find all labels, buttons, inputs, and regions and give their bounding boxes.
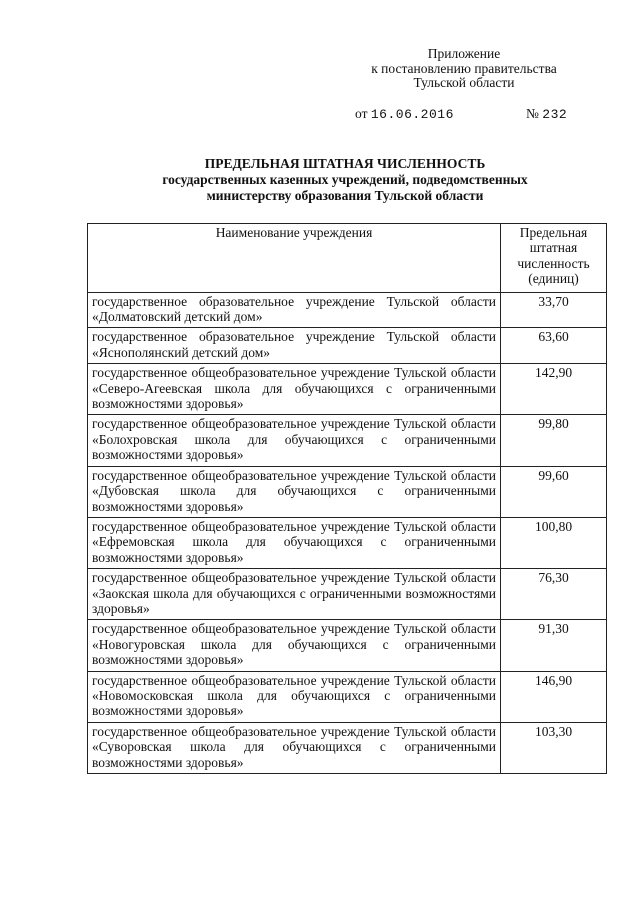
table-body (88, 292, 607, 773)
header-staff-limit: Предельная штатная численность (единиц) (501, 224, 607, 293)
institution-name: государственное общеобразовательное учреждение Тульской области «Суворовская школа для обучающихся с ограниченными возможностями здоровья» (88, 722, 501, 773)
table-row (88, 466, 607, 517)
table-row (88, 415, 607, 466)
decree-date: 16.06.2016 (370, 107, 454, 122)
institution-name: государственное общеобразовательное учреждение Тульской области «Ефремовская школа для обучающихся с ограниченными возможностями здоровья» (88, 517, 501, 568)
appendix-line-3: Тульской области (413, 75, 515, 90)
staff-limit-value: 99,80 (501, 415, 607, 466)
title-line-2: государственных казенных учреждений, подведомственных (162, 172, 528, 187)
staff-limit-value: 76,30 (501, 569, 607, 620)
table-row (88, 517, 607, 568)
staff-limit-value: 33,70 (501, 292, 607, 328)
appendix-line-2: к постановлению правительства (371, 60, 557, 76)
institution-name: государственное образовательное учреждение Тульской области «Долматовский детский дом» (88, 292, 501, 328)
staff-limit-value: 63,60 (501, 328, 607, 364)
appendix-block (360, 47, 568, 91)
institution-name: государственное общеобразовательное учреждение Тульской области «Новогуровская школа для обучающихся с ограниченными возможностями здоровья» (88, 620, 501, 671)
table-row (88, 620, 607, 671)
table-row (88, 292, 607, 328)
table-row (88, 328, 607, 364)
institution-name: государственное общеобразовательное учреждение Тульской области «Дубовская школа для обучающихся с ограниченными возможностями здоровья» (88, 466, 501, 517)
institution-name: государственное общеобразовательное учреждение Тульской области «Северо-Агеевская школа для обучающихся с ограниченными возможностями здоровья» (88, 364, 501, 415)
staff-limit-value: 100,80 (501, 517, 607, 568)
staff-limit-value: 103,30 (501, 722, 607, 773)
decree-number-group (526, 106, 567, 122)
institution-name: государственное общеобразовательное учреждение Тульской области «Новомосковская школа для обучающихся с ограниченными возможностями здоровья» (88, 671, 501, 722)
decree-dateline (355, 106, 568, 122)
decree-number-label: № (526, 106, 539, 121)
institution-name: государственное общеобразовательное учреждение Тульской области «Болохровская школа для обучающихся с ограниченными возможностями здоровья» (88, 415, 501, 466)
institution-name: государственное общеобразовательное учреждение Тульской области «Заокская школа для обучающихся с ограниченными возможностями здоровья» (88, 569, 501, 620)
table-row (88, 671, 607, 722)
table-row (88, 722, 607, 773)
staffing-table (87, 223, 607, 774)
table-header-row (88, 224, 607, 293)
appendix-line-1: Приложение (427, 46, 501, 61)
staff-limit-value: 142,90 (501, 364, 607, 415)
title-line-1: ПРЕДЕЛЬНАЯ ШТАТНАЯ ЧИСЛЕННОСТЬ (204, 156, 486, 171)
table-row (88, 569, 607, 620)
staff-limit-value: 91,30 (501, 620, 607, 671)
staff-limit-value: 146,90 (501, 671, 607, 722)
decree-number: 232 (542, 107, 568, 122)
document-title (80, 156, 610, 204)
header-institution-name: Наименование учреждения (88, 224, 501, 293)
decree-from-label: от (355, 106, 368, 121)
title-line-3: министерству образования Тульской области (206, 188, 484, 203)
table-row (88, 364, 607, 415)
staff-limit-value: 99,60 (501, 466, 607, 517)
institution-name: государственное образовательное учреждение Тульской области «Яснополянский детский дом» (88, 328, 501, 364)
